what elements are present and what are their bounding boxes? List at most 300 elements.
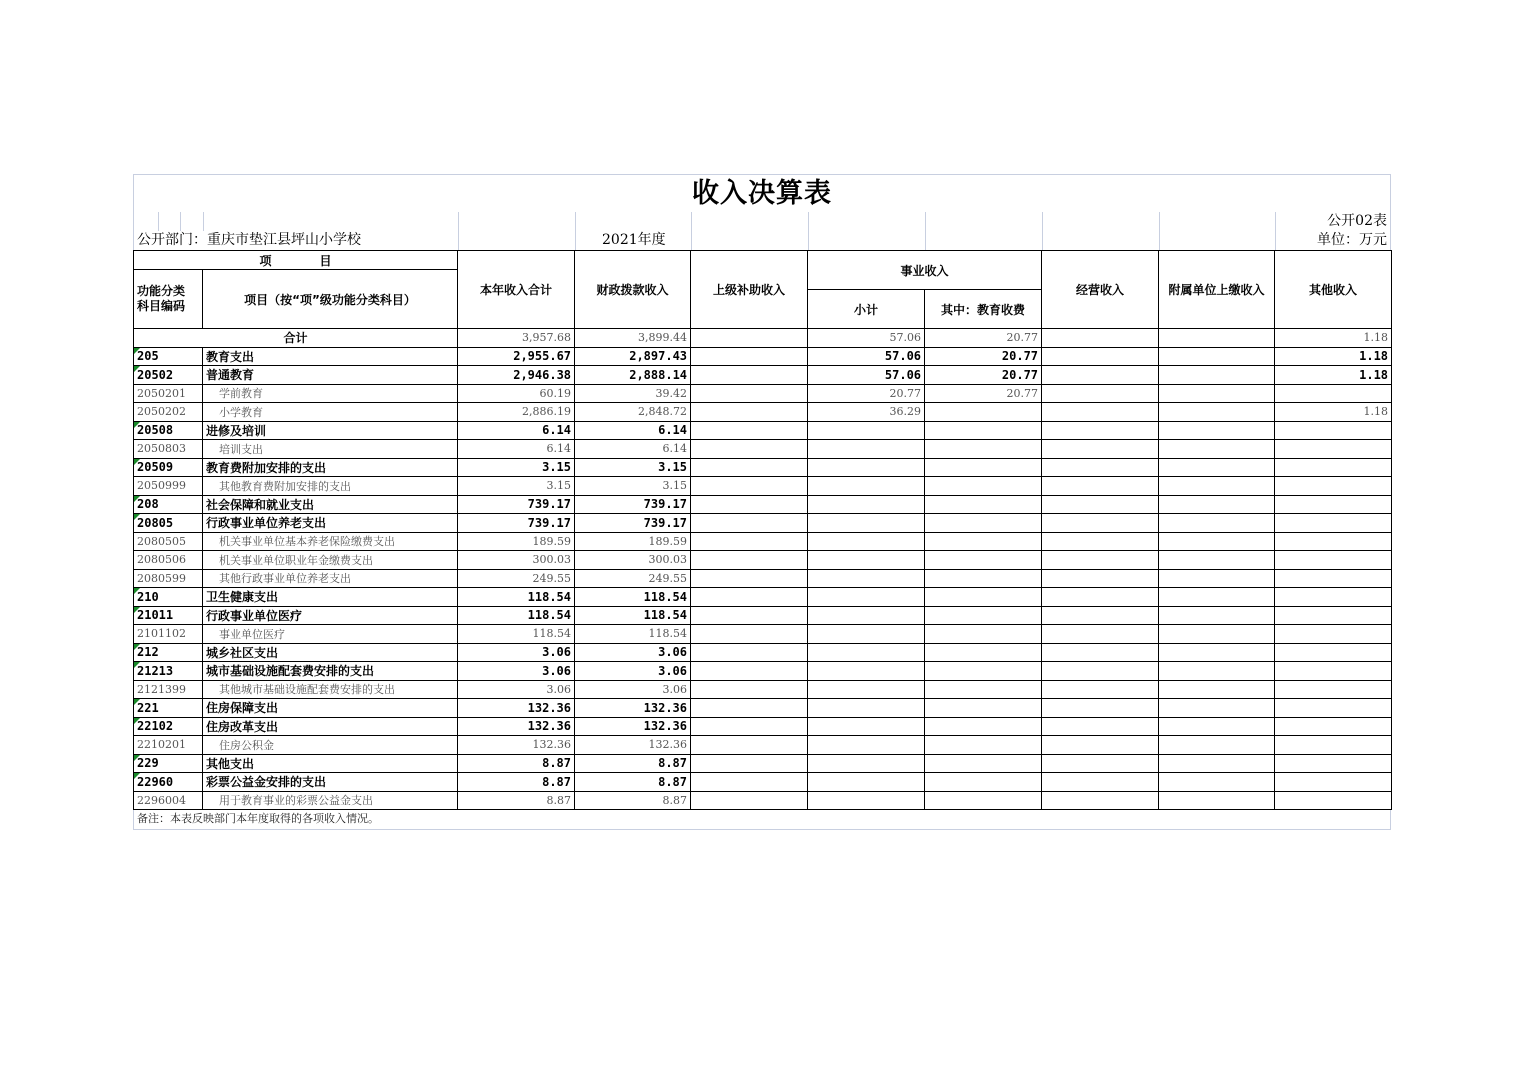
cell-career-edu (925, 717, 1042, 736)
career-income-header: 事业收入 (808, 251, 1042, 290)
row-code-text: 20509 (137, 460, 174, 475)
cell-affiliated (1159, 495, 1275, 514)
row-code-text: 20805 (137, 515, 174, 530)
cell-superior (691, 495, 808, 514)
row-code-text: 208 (137, 497, 159, 512)
superior-subsidy-header: 上级补助收入 (691, 251, 808, 329)
operating-income-header: 经营收入 (1042, 251, 1159, 329)
comment-flag-icon (134, 607, 140, 613)
cell-career-edu (925, 458, 1042, 477)
table-row (134, 662, 1392, 681)
table-row (134, 532, 1392, 551)
cell-operating (1042, 569, 1159, 588)
row-code-text: 2296004 (137, 793, 186, 807)
row-name: 其他支出 (203, 754, 458, 773)
cell-superior (691, 514, 808, 533)
cell-other (1275, 421, 1392, 440)
cell-affiliated (1159, 421, 1275, 440)
row-code-text: 2050202 (137, 405, 186, 419)
sheet-title: 收入决算表 (133, 174, 1391, 212)
cell-fiscal: 8.87 (575, 754, 691, 773)
row-name: 其他教育费附加安排的支出 (203, 477, 458, 496)
cell-fiscal: 3.15 (575, 458, 691, 477)
cell-career-sub (808, 421, 925, 440)
cell-total: 8.87 (458, 791, 575, 810)
affiliated-income-header: 附属单位上缴收入 (1159, 251, 1275, 329)
row-code-text: 2050803 (137, 442, 186, 456)
cell-career-edu (925, 699, 1042, 718)
cell-superior (691, 588, 808, 607)
table-row (134, 458, 1392, 477)
cell-career-edu (925, 680, 1042, 699)
cell-other (1275, 514, 1392, 533)
row-code-text: 229 (137, 756, 159, 771)
row-code-text: 2050201 (137, 386, 186, 400)
cell-fiscal: 39.42 (575, 384, 691, 403)
cell-career-sub (808, 551, 925, 570)
row-name: 社会保障和就业支出 (203, 495, 458, 514)
cell-operating (1042, 754, 1159, 773)
table-row (134, 347, 1392, 366)
row-code (134, 773, 203, 792)
cell-affiliated (1159, 662, 1275, 681)
row-code (134, 680, 203, 699)
cell-affiliated (1159, 551, 1275, 570)
cell-career-sub (808, 514, 925, 533)
table-row (134, 495, 1392, 514)
cell-operating (1042, 791, 1159, 810)
row-code (134, 717, 203, 736)
cell-career-edu (925, 477, 1042, 496)
row-code-text: 21213 (137, 663, 174, 678)
table-row (134, 754, 1392, 773)
row-code (134, 606, 203, 625)
cell-affiliated (1159, 625, 1275, 644)
row-code-text: 2101102 (137, 627, 186, 641)
cell-total: 300.03 (458, 551, 575, 570)
cell-career-edu (925, 514, 1042, 533)
cell-superior (691, 736, 808, 755)
row-name: 卫生健康支出 (203, 588, 458, 607)
comment-flag-icon (134, 496, 140, 502)
cell-operating (1042, 699, 1159, 718)
comment-flag-icon (134, 422, 140, 428)
row-code (134, 588, 203, 607)
cell-career-sub: 57.06 (808, 329, 925, 348)
row-code (134, 625, 203, 644)
cell-career-edu (925, 643, 1042, 662)
cell-career-edu (925, 754, 1042, 773)
cell-career-sub (808, 477, 925, 496)
row-code (134, 366, 203, 385)
cell-total: 6.14 (458, 421, 575, 440)
table-row (134, 625, 1392, 644)
row-name: 其他行政事业单位养老支出 (203, 569, 458, 588)
table-row (134, 421, 1392, 440)
cell-other (1275, 699, 1392, 718)
row-code (134, 791, 203, 810)
cell-other (1275, 477, 1392, 496)
cell-career-edu (925, 662, 1042, 681)
cell-superior (691, 403, 808, 422)
cell-career-sub (808, 662, 925, 681)
cell-superior (691, 421, 808, 440)
cell-affiliated (1159, 643, 1275, 662)
cell-other (1275, 625, 1392, 644)
cell-career-sub (808, 625, 925, 644)
cell-operating (1042, 403, 1159, 422)
cell-fiscal: 132.36 (575, 717, 691, 736)
cell-affiliated (1159, 477, 1275, 496)
comment-flag-icon (134, 588, 140, 594)
cell-affiliated (1159, 347, 1275, 366)
cell-total: 2,886.19 (458, 403, 575, 422)
cell-superior (691, 643, 808, 662)
cell-fiscal: 739.17 (575, 495, 691, 514)
cell-career-sub (808, 717, 925, 736)
row-name: 用于教育事业的彩票公益金支出 (203, 791, 458, 810)
row-code-text: 221 (137, 700, 159, 715)
cell-career-edu: 20.77 (925, 329, 1042, 348)
cell-affiliated (1159, 717, 1275, 736)
table-row (134, 717, 1392, 736)
cell-superior (691, 569, 808, 588)
cell-affiliated (1159, 699, 1275, 718)
row-code (134, 532, 203, 551)
unit-label: 单位：万元 (1317, 232, 1387, 248)
cell-superior (691, 384, 808, 403)
cell-fiscal: 3.06 (575, 680, 691, 699)
cell-other (1275, 458, 1392, 477)
row-code (134, 347, 203, 366)
cell-total: 3,957.68 (458, 329, 575, 348)
cell-affiliated (1159, 606, 1275, 625)
cell-superior (691, 717, 808, 736)
table-row (134, 440, 1392, 459)
table-row (134, 477, 1392, 496)
comment-flag-icon (134, 514, 140, 520)
row-code (134, 458, 203, 477)
comment-flag-icon (134, 366, 140, 372)
table-row (134, 773, 1392, 792)
row-code-text: 2080599 (137, 571, 186, 585)
total-label: 合计 (134, 329, 458, 348)
cell-superior (691, 662, 808, 681)
table-row (134, 551, 1392, 570)
cell-other (1275, 532, 1392, 551)
cell-fiscal: 3,899.44 (575, 329, 691, 348)
row-code-text: 2050999 (137, 479, 186, 493)
cell-fiscal: 132.36 (575, 736, 691, 755)
cell-operating (1042, 532, 1159, 551)
cell-operating (1042, 773, 1159, 792)
row-name: 机关事业单位职业年金缴费支出 (203, 551, 458, 570)
cell-superior (691, 532, 808, 551)
cell-affiliated (1159, 366, 1275, 385)
row-name: 住房保障支出 (203, 699, 458, 718)
cell-other: 1.18 (1275, 347, 1392, 366)
cell-fiscal: 118.54 (575, 606, 691, 625)
cell-other: 1.18 (1275, 366, 1392, 385)
cell-other (1275, 791, 1392, 810)
row-code (134, 551, 203, 570)
table-row (134, 791, 1392, 810)
cell-superior (691, 791, 808, 810)
cell-other (1275, 440, 1392, 459)
table-row (134, 699, 1392, 718)
row-name: 城市基础设施配套费安排的支出 (203, 662, 458, 681)
cell-fiscal: 118.54 (575, 588, 691, 607)
cell-career-sub (808, 532, 925, 551)
cell-career-edu: 20.77 (925, 347, 1042, 366)
cell-operating (1042, 643, 1159, 662)
cell-other (1275, 680, 1392, 699)
table-row (134, 514, 1392, 533)
cell-superior (691, 625, 808, 644)
total-row (134, 329, 1392, 348)
row-code-text: 2210201 (137, 738, 186, 752)
cell-total: 3.15 (458, 458, 575, 477)
row-code-text: 210 (137, 589, 159, 604)
row-code-text: 22102 (137, 719, 174, 734)
cell-career-sub (808, 643, 925, 662)
cell-superior (691, 329, 808, 348)
dept-label: 公开部门：重庆市垫江县坪山小学校 (137, 232, 361, 248)
cell-total: 2,946.38 (458, 366, 575, 385)
cell-other (1275, 588, 1392, 607)
fiscal-year: 2021年度 (602, 232, 666, 248)
cell-affiliated (1159, 403, 1275, 422)
cell-operating (1042, 329, 1159, 348)
row-name: 彩票公益金安排的支出 (203, 773, 458, 792)
cell-total: 3.15 (458, 477, 575, 496)
cell-superior (691, 773, 808, 792)
cell-operating (1042, 384, 1159, 403)
career-subtotal-header: 小计 (808, 290, 925, 329)
cell-affiliated (1159, 514, 1275, 533)
cell-affiliated (1159, 440, 1275, 459)
cell-superior (691, 458, 808, 477)
row-name: 进修及培训 (203, 421, 458, 440)
cell-career-sub (808, 699, 925, 718)
cell-fiscal: 8.87 (575, 773, 691, 792)
cell-other (1275, 754, 1392, 773)
cell-affiliated (1159, 736, 1275, 755)
total-income-header: 本年收入合计 (458, 251, 575, 329)
cell-total: 3.06 (458, 680, 575, 699)
row-code (134, 643, 203, 662)
row-name: 住房公积金 (203, 736, 458, 755)
cell-total: 132.36 (458, 736, 575, 755)
table-row (134, 588, 1392, 607)
cell-fiscal: 3.15 (575, 477, 691, 496)
row-code (134, 662, 203, 681)
cell-operating (1042, 514, 1159, 533)
row-code-text: 205 (137, 349, 159, 364)
cell-career-sub (808, 791, 925, 810)
cell-other (1275, 662, 1392, 681)
row-name: 事业单位医疗 (203, 625, 458, 644)
cell-superior (691, 551, 808, 570)
cell-affiliated (1159, 680, 1275, 699)
cell-operating (1042, 717, 1159, 736)
cell-career-sub (808, 588, 925, 607)
cell-superior (691, 606, 808, 625)
table-row (134, 736, 1392, 755)
cell-total: 60.19 (458, 384, 575, 403)
cell-operating (1042, 477, 1159, 496)
other-income-header: 其他收入 (1275, 251, 1392, 329)
row-name: 城乡社区支出 (203, 643, 458, 662)
cell-other (1275, 495, 1392, 514)
cell-career-edu (925, 791, 1042, 810)
cell-operating (1042, 421, 1159, 440)
cell-affiliated (1159, 773, 1275, 792)
item-group-header: 项 目 (134, 251, 458, 270)
cell-fiscal: 3.06 (575, 662, 691, 681)
cell-career-edu (925, 532, 1042, 551)
cell-career-edu (925, 569, 1042, 588)
dept-row (133, 231, 1391, 250)
footnote: 备注：本表反映部门本年度取得的各项收入情况。 (133, 810, 1391, 830)
cell-affiliated (1159, 588, 1275, 607)
row-name: 普通教育 (203, 366, 458, 385)
cell-other (1275, 606, 1392, 625)
cell-superior (691, 347, 808, 366)
table-row (134, 643, 1392, 662)
cell-other: 1.18 (1275, 329, 1392, 348)
row-code-text: 2080506 (137, 553, 186, 567)
cell-affiliated (1159, 329, 1275, 348)
cell-fiscal: 3.06 (575, 643, 691, 662)
cell-career-edu: 20.77 (925, 366, 1042, 385)
cell-operating (1042, 366, 1159, 385)
cell-other (1275, 384, 1392, 403)
code-column-header: 功能分类 科目编码 (134, 270, 203, 329)
table-row (134, 366, 1392, 385)
cell-affiliated (1159, 569, 1275, 588)
cell-fiscal: 118.54 (575, 625, 691, 644)
table-row (134, 606, 1392, 625)
cell-other (1275, 569, 1392, 588)
cell-total: 8.87 (458, 754, 575, 773)
cell-other (1275, 643, 1392, 662)
row-name: 行政事业单位医疗 (203, 606, 458, 625)
row-code (134, 569, 203, 588)
cell-career-sub (808, 569, 925, 588)
cell-fiscal: 189.59 (575, 532, 691, 551)
row-name: 教育支出 (203, 347, 458, 366)
row-name: 小学教育 (203, 403, 458, 422)
cell-career-sub: 20.77 (808, 384, 925, 403)
cell-total: 189.59 (458, 532, 575, 551)
comment-flag-icon (134, 348, 140, 354)
cell-career-edu (925, 440, 1042, 459)
cell-operating (1042, 495, 1159, 514)
cell-operating (1042, 606, 1159, 625)
cell-career-sub (808, 736, 925, 755)
cell-fiscal: 6.14 (575, 421, 691, 440)
cell-career-sub: 36.29 (808, 403, 925, 422)
comment-flag-icon (134, 773, 140, 779)
cell-career-edu (925, 625, 1042, 644)
cell-total: 6.14 (458, 440, 575, 459)
cell-other (1275, 736, 1392, 755)
row-code-text: 2121399 (137, 682, 186, 696)
cell-career-edu (925, 588, 1042, 607)
cell-total: 3.06 (458, 662, 575, 681)
cell-superior (691, 699, 808, 718)
cell-other (1275, 717, 1392, 736)
row-code-text: 21011 (137, 608, 174, 623)
cell-career-sub (808, 440, 925, 459)
row-name: 教育费附加安排的支出 (203, 458, 458, 477)
cell-total: 118.54 (458, 606, 575, 625)
comment-flag-icon (134, 755, 140, 761)
cell-affiliated (1159, 791, 1275, 810)
comment-flag-icon (134, 699, 140, 705)
row-code-text: 20502 (137, 367, 174, 382)
comment-flag-icon (134, 718, 140, 724)
row-name: 住房改革支出 (203, 717, 458, 736)
cell-operating (1042, 588, 1159, 607)
cell-superior (691, 440, 808, 459)
cell-operating (1042, 458, 1159, 477)
comment-flag-icon (134, 644, 140, 650)
row-code (134, 403, 203, 422)
cell-superior (691, 477, 808, 496)
cell-career-sub: 57.06 (808, 347, 925, 366)
cell-career-sub (808, 754, 925, 773)
row-code (134, 514, 203, 533)
cell-career-edu (925, 736, 1042, 755)
row-code-text: 2080505 (137, 534, 186, 548)
row-name: 培训支出 (203, 440, 458, 459)
cell-fiscal: 132.36 (575, 699, 691, 718)
cell-career-edu (925, 495, 1042, 514)
cell-fiscal: 2,848.72 (575, 403, 691, 422)
cell-affiliated (1159, 754, 1275, 773)
form-number-row (133, 212, 1391, 231)
cell-career-edu (925, 403, 1042, 422)
row-code (134, 699, 203, 718)
row-code-text: 212 (137, 645, 159, 660)
comment-flag-icon (134, 459, 140, 465)
table-row (134, 384, 1392, 403)
cell-total: 132.36 (458, 717, 575, 736)
cell-total: 739.17 (458, 495, 575, 514)
cell-total: 2,955.67 (458, 347, 575, 366)
cell-operating (1042, 440, 1159, 459)
form-number: 公开02表 (1327, 213, 1387, 229)
row-code (134, 477, 203, 496)
cell-total: 132.36 (458, 699, 575, 718)
row-name: 学前教育 (203, 384, 458, 403)
cell-operating (1042, 551, 1159, 570)
cell-affiliated (1159, 458, 1275, 477)
row-code (134, 736, 203, 755)
cell-operating (1042, 625, 1159, 644)
cell-other (1275, 551, 1392, 570)
career-edu-fee-header: 其中：教育收费 (925, 290, 1042, 329)
row-code (134, 495, 203, 514)
cell-career-edu (925, 551, 1042, 570)
cell-operating (1042, 662, 1159, 681)
cell-total: 249.55 (458, 569, 575, 588)
cell-career-sub: 57.06 (808, 366, 925, 385)
row-name: 机关事业单位基本养老保险缴费支出 (203, 532, 458, 551)
cell-fiscal: 739.17 (575, 514, 691, 533)
